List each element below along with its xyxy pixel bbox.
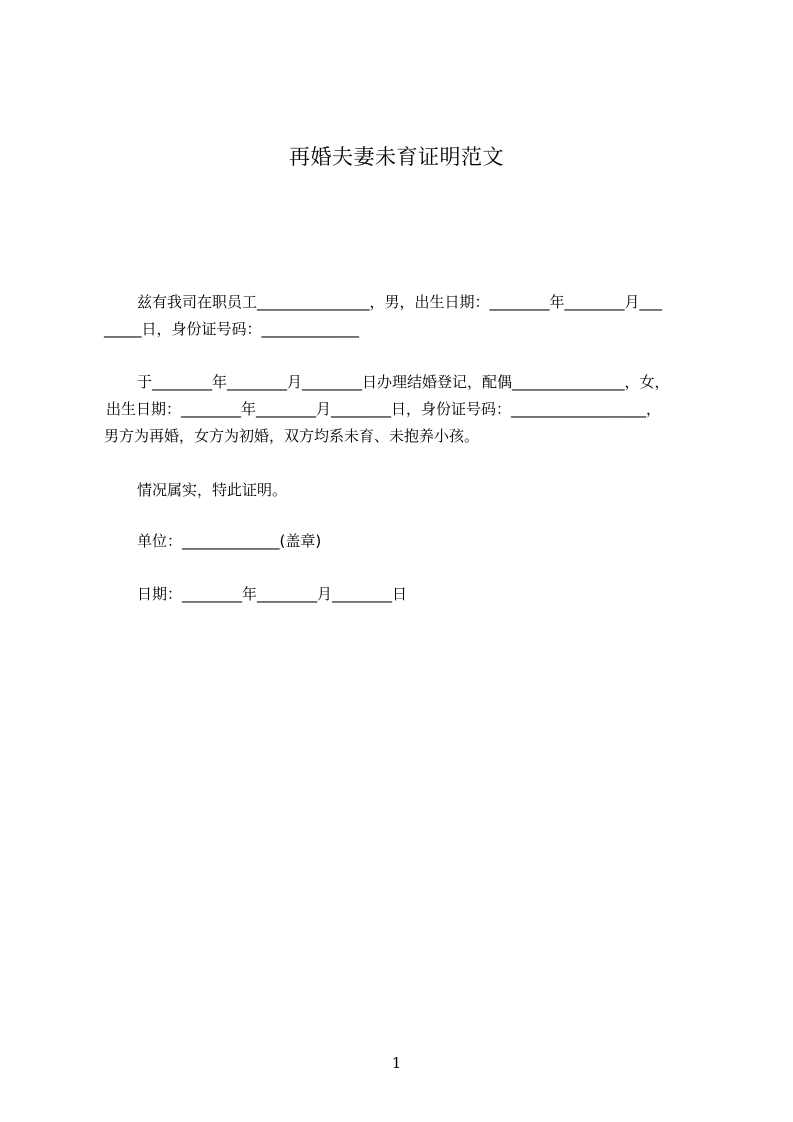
unit-line: 单位：_____________(盖章) (137, 532, 322, 550)
paragraph-1-line-1: 兹有我司在职员工_______________，男，出生日期：________年________月___ (137, 293, 663, 311)
document-title: 再婚夫妻未育证明范文 (289, 145, 504, 169)
statement-line: 情况属实，特此证明。 (137, 481, 288, 499)
paragraph-1-line-2: _____日，身份证号码：_____________ (104, 320, 360, 338)
paragraph-2-line-2: 出生日期：________年________月________日，身份证号码：__________________， (106, 400, 662, 418)
page-number: 1 (391, 1054, 402, 1072)
paragraph-2-line-1: 于________年________月________日办理结婚登记，配偶_______________，女， (137, 373, 670, 391)
paragraph-2-line-3: 男方为再婚，女方为初婚，双方均系未育、未抱养小孩。 (104, 427, 480, 445)
date-line: 日期：________年________月________日 (137, 585, 408, 603)
